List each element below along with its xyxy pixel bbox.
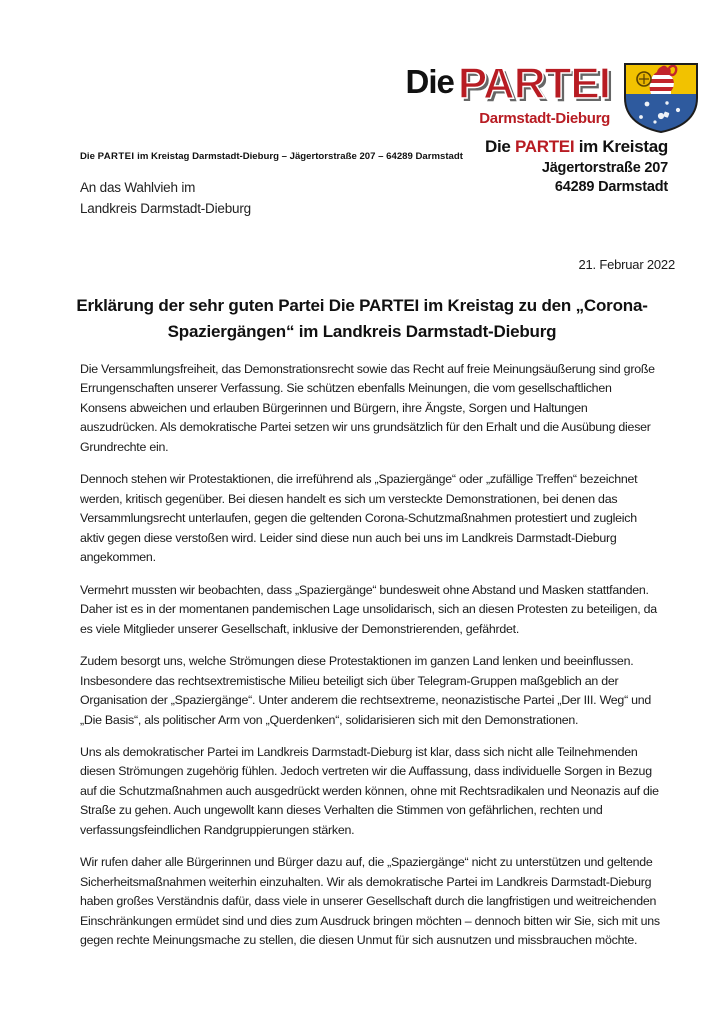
sender-die: Die <box>80 151 95 162</box>
logo-partei-text: PARTEI <box>457 59 610 108</box>
party-logo <box>405 59 610 127</box>
kreistag-partei: PARTEI <box>514 137 575 156</box>
document-title: Erklärung der sehr guten Partei Die PARTEI im Kreistag zu den „Corona-Spaziergängen“ im Landkreis Darmstadt-Dieburg <box>76 296 648 342</box>
coat-of-arms-icon <box>617 60 705 136</box>
kreistag-rest: im Kreistag <box>578 137 668 156</box>
recipient-line-1: An das Wahlvieh im <box>80 180 196 195</box>
kreistag-line <box>485 137 668 157</box>
crest-wheel <box>637 72 651 86</box>
paragraph-5: Uns als demokratischer Partei im Landkreis Darmstadt-Dieburg ist klar, dass sich nicht alle Teilnehmenden diesen Strömungen zugehörig fühlen. Jedoch vertreten wir die Auffassung, dass individuelle Sorgen in Bezug auf die Schutzmaßnahmen auch ausgedrückt werden können, ohne mit Rechtsradikalen und Neonazis auf die Straße zu gehen. Auch ungewollt kann dieses Verhalten die Stimmen von gefährlichen, rechten und verfassungsfeindlichen Randgruppierungen stärken. <box>80 744 659 837</box>
letter-date: 21. Februar 2022 <box>578 257 675 272</box>
paragraph-2: Dennoch stehen wir Protestaktionen, die irreführend als „Spaziergänge“ oder „zufällige Treffen“ bezeichnet werden, kritisch gegenüber. Bei diesen handelt es sich um versteckte Demonstrationen, bei denen das Versammlungsrecht unterlaufen, gegen die geltenden Corona-Schutzmaßnahmen protestiert und zugleich aktiv gegen diese verstoßen wird. Leider sind diese nun auch bei uns im Landkreis Darmstadt-Dieburg angekommen. <box>80 472 638 565</box>
paragraph-1: Die Versammlungsfreiheit, das Demonstrationsrecht sowie das Recht auf freie Meinungsäußerung sind große Errungenschaften unserer Verfassung. Sie schützen ebenfalls Meinungen, die vom gesellschaftlichen Konsens abweichen und erlauben Bürgerinnen und Bürgern, ihre Ängste, Sorgen und Haltungen auszudrücken. Als demokratische Partei setzen wir uns grundsätzlich für den Erhalt und die Ausübung dieser Grundrechte ein. <box>80 362 655 454</box>
recipient-block <box>80 178 251 220</box>
address-street: Jägertorstraße 207 <box>541 160 668 176</box>
paragraph-6: Wir rufen daher alle Bürgerinnen und Bürger dazu auf, die „Spaziergänge“ nicht zu unterstützen und geltende Sicherheitsmaßnahmen weiterhin einzuhalten. Wir als demokratische Partei im Landkreis Darmstadt-Dieburg haben großes Verständnis dafür, dass viele in unserer Gesellschaft durch die langfristigen und weitreichenden Einschränkungen ermüdet sind und dies zum Ausdruck bringen möchten – dennoch bitten wir Sie, sich mit uns gegen rechte Meinungsmache zu stellen, die diesen Unmut für sich ausnutzen und missbrauchen möchte. <box>80 855 660 948</box>
logo-region-text: Darmstadt-Dieburg <box>479 110 610 127</box>
paragraph-3: Vermehrt mussten wir beobachten, dass „Spaziergänge“ bundesweit ohne Abstand und Masken stattfanden. Daher ist es in der momentanen pandemischen Lage unsolidarisch, sich an diesen Protesten zu beteiligen, da es viele Mitglieder unserer Gesellschaft, inklusive der Demonstrierenden, gefährdet. <box>80 582 657 636</box>
sender-return-line <box>80 151 463 162</box>
address-city: 64289 Darmstadt <box>554 179 668 195</box>
logo-die-text: Die <box>405 63 454 100</box>
sender-partei: PARTEI <box>97 151 135 162</box>
letter-body <box>80 360 660 964</box>
kreistag-die: Die <box>484 137 511 156</box>
sender-rest: im Kreistag Darmstadt-Dieburg – Jägertorstraße 207 – 64289 Darmstadt <box>137 151 463 162</box>
header-address-block <box>485 137 668 195</box>
recipient-line-2: Landkreis Darmstadt-Dieburg <box>80 200 251 216</box>
party-logo-wordmark <box>405 59 610 108</box>
paragraph-4: Zudem besorgt uns, welche Strömungen diese Protestaktionen im ganzen Land lenken und beeinflussen. Insbesondere das rechtsextremistische Milieu beteiligt sich über Telegram-Gruppen maßgeblich an der Organisation der „Spaziergänge“. Unter anderem die rechtsextreme, neonazistische Partei „Der III. Weg“ und „Die Basis“, als politischer Arm von „Querdenken“, solidarisieren sich mit den Demonstrationen. <box>80 654 652 727</box>
